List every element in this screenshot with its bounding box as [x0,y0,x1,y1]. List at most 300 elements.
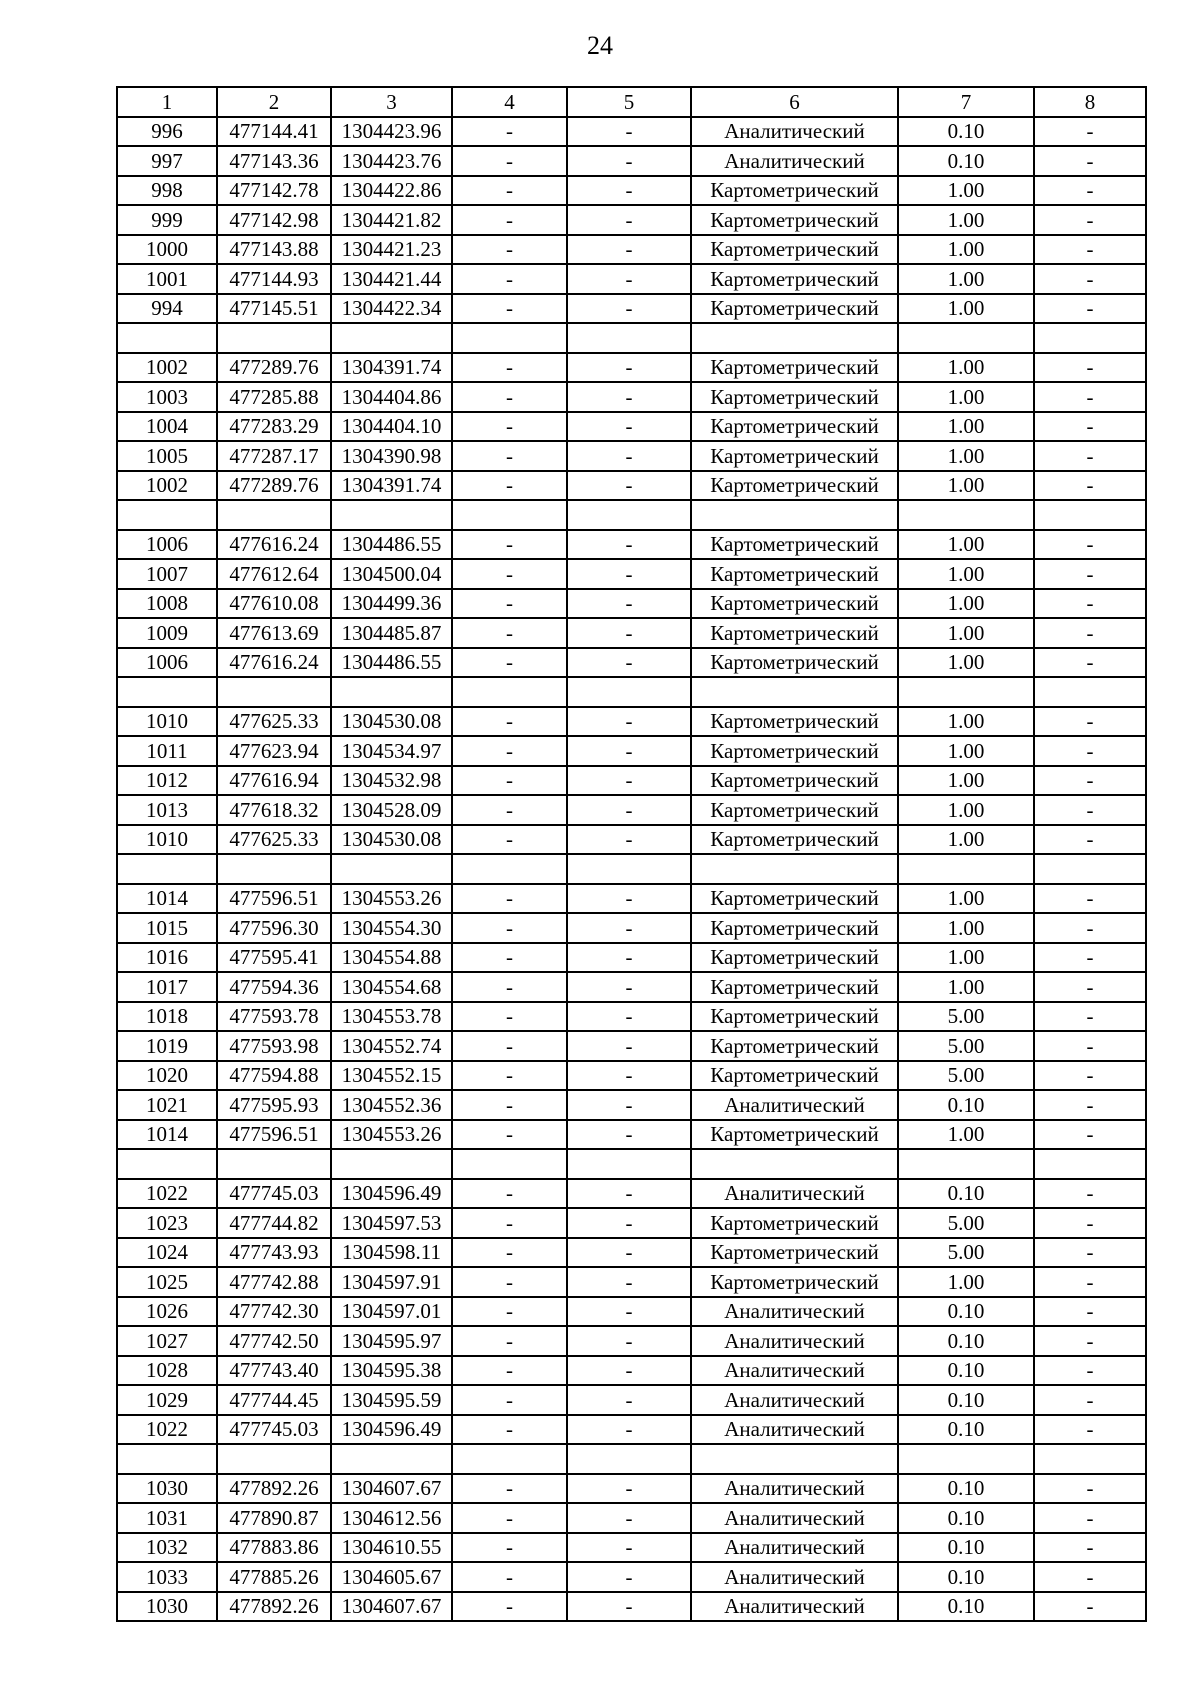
table-cell: 1030 [117,1474,217,1504]
table-cell: 0.10 [898,146,1034,176]
column-number-cell: 2 [217,87,331,117]
table-cell: - [452,1592,567,1622]
table-cell: Картометрический [691,884,898,914]
table-cell: Аналитический [691,146,898,176]
table-cell: - [1034,146,1146,176]
table-cell [1034,500,1146,530]
table-cell: 477742.30 [217,1297,331,1327]
table-cell: 1304553.26 [331,1120,452,1150]
table-cell: 1304595.59 [331,1385,452,1415]
table-row [117,972,1146,1002]
table-cell: 1304552.15 [331,1061,452,1091]
table-cell [452,500,567,530]
table-cell: 996 [117,117,217,147]
table-cell: - [567,972,691,1002]
table-cell: 477623.94 [217,736,331,766]
table-cell: 1304553.78 [331,1002,452,1032]
table-cell: - [452,943,567,973]
table-cell: - [567,264,691,294]
table-cell: 1014 [117,1120,217,1150]
table-row [117,943,1146,973]
table-cell: 1.00 [898,884,1034,914]
table-cell: - [452,1120,567,1150]
table-cell: - [1034,1356,1146,1386]
table-cell: - [567,530,691,560]
table-row [117,825,1146,855]
table-cell [117,854,217,884]
table-cell: Картометрический [691,294,898,324]
table-cell: - [452,1385,567,1415]
table-cell: - [1034,1415,1146,1445]
table-cell: - [452,648,567,678]
table-cell: 477283.29 [217,412,331,442]
table-cell: - [1034,618,1146,648]
table-cell: 477594.36 [217,972,331,1002]
table-cell: 5.00 [898,1238,1034,1268]
table-cell: 477743.93 [217,1238,331,1268]
table-row [117,1061,1146,1091]
table-cell: 1304422.34 [331,294,452,324]
table-row [117,1415,1146,1445]
table-row [117,1562,1146,1592]
table-cell [1034,323,1146,353]
table-cell: 477289.76 [217,353,331,383]
table-cell: 1.00 [898,471,1034,501]
table-cell: 1304421.82 [331,205,452,235]
table-cell: 1304391.74 [331,353,452,383]
table-cell: Картометрический [691,441,898,471]
table-cell: - [1034,1503,1146,1533]
table-cell: - [1034,530,1146,560]
table-cell: Картометрический [691,1002,898,1032]
table-cell: - [567,1208,691,1238]
table-cell [331,323,452,353]
table-cell: Картометрический [691,235,898,265]
table-cell [567,1444,691,1474]
table-cell: - [567,1090,691,1120]
table-cell: - [1034,648,1146,678]
table-cell: - [567,205,691,235]
table-row [117,1503,1146,1533]
table-cell: - [452,441,567,471]
table-cell: - [452,972,567,1002]
table-cell [567,854,691,884]
table-row [117,677,1146,707]
table-cell: 1304421.44 [331,264,452,294]
table-cell: - [567,1415,691,1445]
table-cell: Аналитический [691,1326,898,1356]
table-cell: 1.00 [898,205,1034,235]
table-cell: 1304597.91 [331,1267,452,1297]
header-row [117,87,1146,117]
table-cell: - [1034,1474,1146,1504]
table-cell: 1.00 [898,1267,1034,1297]
table-cell: 5.00 [898,1061,1034,1091]
table-cell: Картометрический [691,176,898,206]
table-cell: 1304597.01 [331,1297,452,1327]
table-cell: - [567,795,691,825]
table-cell [217,323,331,353]
table-row [117,1120,1146,1150]
table-cell: - [1034,972,1146,1002]
table-cell: - [1034,471,1146,501]
table-cell: 0.10 [898,1415,1034,1445]
table-cell: 0.10 [898,117,1034,147]
table-cell [1034,677,1146,707]
table-cell: 1.00 [898,353,1034,383]
table-cell [452,323,567,353]
table-cell: - [567,1120,691,1150]
table-cell: Картометрический [691,471,898,501]
table-cell: 1304485.87 [331,618,452,648]
table-cell: 477616.24 [217,530,331,560]
table-cell: 1304534.97 [331,736,452,766]
table-cell: 477745.03 [217,1415,331,1445]
table-row [117,264,1146,294]
table-cell: - [452,559,567,589]
table-cell: 997 [117,146,217,176]
table-cell: - [452,264,567,294]
table-cell: 477890.87 [217,1503,331,1533]
table-cell: - [452,294,567,324]
table-cell: - [452,176,567,206]
table-cell: 1002 [117,353,217,383]
table-cell [1034,1444,1146,1474]
table-cell: 1304554.68 [331,972,452,1002]
table-cell: 477892.26 [217,1592,331,1622]
table-cell: - [1034,1208,1146,1238]
table-cell: 0.10 [898,1356,1034,1386]
table-cell: - [567,559,691,589]
table-cell: - [1034,1179,1146,1209]
table-cell: Аналитический [691,1297,898,1327]
table-cell: Аналитический [691,1356,898,1386]
table-cell: Картометрический [691,1238,898,1268]
table-cell: 1.00 [898,913,1034,943]
table-cell [331,677,452,707]
table-cell: Аналитический [691,1503,898,1533]
table-cell: Аналитический [691,1385,898,1415]
table-cell [691,677,898,707]
table-row [117,884,1146,914]
table-cell: - [1034,795,1146,825]
table-cell: 1304595.97 [331,1326,452,1356]
table-cell [898,1149,1034,1179]
table-cell: 1304553.26 [331,884,452,914]
table-cell: Картометрический [691,766,898,796]
table-cell [217,500,331,530]
table-cell: - [1034,1238,1146,1268]
column-number-cell: 7 [898,87,1034,117]
table-row [117,353,1146,383]
table-cell: 1.00 [898,943,1034,973]
table-row [117,1474,1146,1504]
table-cell: - [1034,589,1146,619]
table-cell: - [452,1002,567,1032]
table-cell: - [1034,412,1146,442]
table-cell: - [452,1503,567,1533]
table-cell: - [452,1326,567,1356]
table-cell: 477595.93 [217,1090,331,1120]
table-row [117,589,1146,619]
table-cell: 994 [117,294,217,324]
table-cell: Картометрический [691,264,898,294]
table-row [117,235,1146,265]
table-cell: - [567,1061,691,1091]
column-number-cell: 1 [117,87,217,117]
table-cell: 1025 [117,1267,217,1297]
table-cell: 0.10 [898,1179,1034,1209]
table-cell: - [452,589,567,619]
table-cell: 1304500.04 [331,559,452,589]
table-row [117,471,1146,501]
table-row [117,795,1146,825]
table-cell: - [452,913,567,943]
table-cell: - [567,412,691,442]
table-cell: Картометрический [691,1031,898,1061]
table-row [117,1444,1146,1474]
table-cell: 1304404.86 [331,382,452,412]
table-cell: 1.00 [898,648,1034,678]
table-cell: 477595.41 [217,943,331,973]
table-cell: - [452,382,567,412]
table-cell: 477145.51 [217,294,331,324]
table-cell [331,500,452,530]
table-cell [898,500,1034,530]
table-cell: - [452,1297,567,1327]
table-cell: - [567,736,691,766]
coordinates-table [116,86,1147,1622]
table-cell [691,500,898,530]
table-cell: 477289.76 [217,471,331,501]
table-cell: - [452,1238,567,1268]
table-cell: 5.00 [898,1208,1034,1238]
table-cell [567,677,691,707]
table-cell: - [452,1562,567,1592]
table-cell: 1304390.98 [331,441,452,471]
table-cell: Картометрический [691,972,898,1002]
table-cell: - [452,1267,567,1297]
table-cell: 477742.50 [217,1326,331,1356]
table-cell: - [567,1562,691,1592]
table-cell: Картометрический [691,353,898,383]
table-cell [217,1149,331,1179]
table-cell: - [567,117,691,147]
table-cell: - [567,589,691,619]
table-cell: 1304486.55 [331,530,452,560]
table-cell [898,323,1034,353]
table-cell: 1.00 [898,294,1034,324]
table-cell: - [1034,913,1146,943]
table-cell: - [452,1533,567,1563]
table-cell: - [567,1503,691,1533]
table-row [117,294,1146,324]
table-cell: 477618.32 [217,795,331,825]
table-cell [452,854,567,884]
table-cell: 1304532.98 [331,766,452,796]
table-cell: 0.10 [898,1326,1034,1356]
table-cell: Картометрический [691,648,898,678]
table-cell: - [1034,441,1146,471]
table-cell: - [1034,766,1146,796]
table-row [117,146,1146,176]
table-cell: - [1034,117,1146,147]
table-cell [452,1444,567,1474]
table-cell: - [452,618,567,648]
table-row [117,1208,1146,1238]
table-cell: Аналитический [691,1592,898,1622]
table-row [117,1179,1146,1209]
table-cell: 1304596.49 [331,1179,452,1209]
table-row [117,648,1146,678]
table-cell: 1018 [117,1002,217,1032]
table-cell: - [452,1356,567,1386]
table-cell: 477625.33 [217,825,331,855]
table-cell [1034,854,1146,884]
table-cell: 1026 [117,1297,217,1327]
table-cell: 0.10 [898,1533,1034,1563]
table-cell: - [567,471,691,501]
table-cell: 1009 [117,618,217,648]
table-cell: - [1034,1061,1146,1091]
table-cell: 1014 [117,884,217,914]
table-cell: 0.10 [898,1385,1034,1415]
table-cell: Картометрический [691,943,898,973]
table-cell: 1019 [117,1031,217,1061]
table-row [117,707,1146,737]
table-cell: - [1034,736,1146,766]
table-cell: 1304423.96 [331,117,452,147]
table-cell: - [452,1474,567,1504]
table-cell: 1304554.30 [331,913,452,943]
table-cell: Картометрический [691,913,898,943]
table-cell: - [452,736,567,766]
table-row [117,1149,1146,1179]
table-cell: 1027 [117,1326,217,1356]
table-cell: 477143.36 [217,146,331,176]
table-row [117,441,1146,471]
table-cell: 1.00 [898,825,1034,855]
table-cell: - [567,884,691,914]
table-cell: - [567,1238,691,1268]
table-cell: 1010 [117,707,217,737]
table-cell: - [1034,943,1146,973]
table-row [117,412,1146,442]
table-cell: - [567,1356,691,1386]
table-cell: Аналитический [691,117,898,147]
table-cell: 477142.98 [217,205,331,235]
table-cell: - [452,825,567,855]
table-cell: 477593.98 [217,1031,331,1061]
table-cell: 5.00 [898,1002,1034,1032]
table-cell: 1.00 [898,235,1034,265]
table-cell: - [1034,825,1146,855]
table-cell: - [1034,353,1146,383]
table-cell: Картометрический [691,412,898,442]
column-number-cell: 3 [331,87,452,117]
table-row [117,1592,1146,1622]
table-cell [217,1444,331,1474]
table-cell: - [567,825,691,855]
table-cell: 1304610.55 [331,1533,452,1563]
table-cell: 477885.26 [217,1562,331,1592]
table-cell: 999 [117,205,217,235]
table-cell: 1017 [117,972,217,1002]
table-cell: 1021 [117,1090,217,1120]
table-cell: 1304552.36 [331,1090,452,1120]
table-cell: Картометрический [691,205,898,235]
table-cell: 1015 [117,913,217,943]
table-cell: 1304423.76 [331,146,452,176]
table-row [117,1326,1146,1356]
table-cell: Картометрический [691,559,898,589]
table-cell [331,854,452,884]
table-cell: 477613.69 [217,618,331,648]
table-cell: 477144.41 [217,117,331,147]
table-cell: 1.00 [898,972,1034,1002]
table-cell: 1022 [117,1415,217,1445]
table-cell [117,323,217,353]
table-cell: - [567,1179,691,1209]
table-cell: 1007 [117,559,217,589]
table-cell: Картометрический [691,382,898,412]
table-cell: - [452,1208,567,1238]
table-cell: Картометрический [691,1120,898,1150]
table-row [117,1267,1146,1297]
table-cell: - [452,235,567,265]
table-cell: 477287.17 [217,441,331,471]
table-cell: 1.00 [898,736,1034,766]
table-cell: 1304554.88 [331,943,452,973]
table-cell: - [1034,1326,1146,1356]
table-cell: 0.10 [898,1592,1034,1622]
table-cell: - [1034,1385,1146,1415]
table-cell: - [452,205,567,235]
table-cell [1034,1149,1146,1179]
table-cell: 1.00 [898,766,1034,796]
table-cell: 477596.30 [217,913,331,943]
table-cell [117,1444,217,1474]
table-cell: Аналитический [691,1562,898,1592]
table-cell: - [567,766,691,796]
table-cell: - [1034,382,1146,412]
table-cell: 1304528.09 [331,795,452,825]
table-cell: 1031 [117,1503,217,1533]
table-cell: 1028 [117,1356,217,1386]
table-cell: 1.00 [898,589,1034,619]
table-cell: 1011 [117,736,217,766]
table-cell: 0.10 [898,1503,1034,1533]
table-cell: - [452,353,567,383]
table-cell [331,1149,452,1179]
table-cell: 477883.86 [217,1533,331,1563]
table-cell: - [452,146,567,176]
table-cell [117,1149,217,1179]
table-cell: 0.10 [898,1090,1034,1120]
table-cell: Картометрический [691,1061,898,1091]
table-cell: 1304597.53 [331,1208,452,1238]
table-cell: - [1034,884,1146,914]
table-cell: - [452,1415,567,1445]
table-cell: Картометрический [691,736,898,766]
table-cell: - [1034,1090,1146,1120]
table-cell: - [567,441,691,471]
table-cell: 1.00 [898,559,1034,589]
table-cell: 477596.51 [217,1120,331,1150]
table-cell: 477744.82 [217,1208,331,1238]
table-cell: 1000 [117,235,217,265]
table-cell: 1024 [117,1238,217,1268]
